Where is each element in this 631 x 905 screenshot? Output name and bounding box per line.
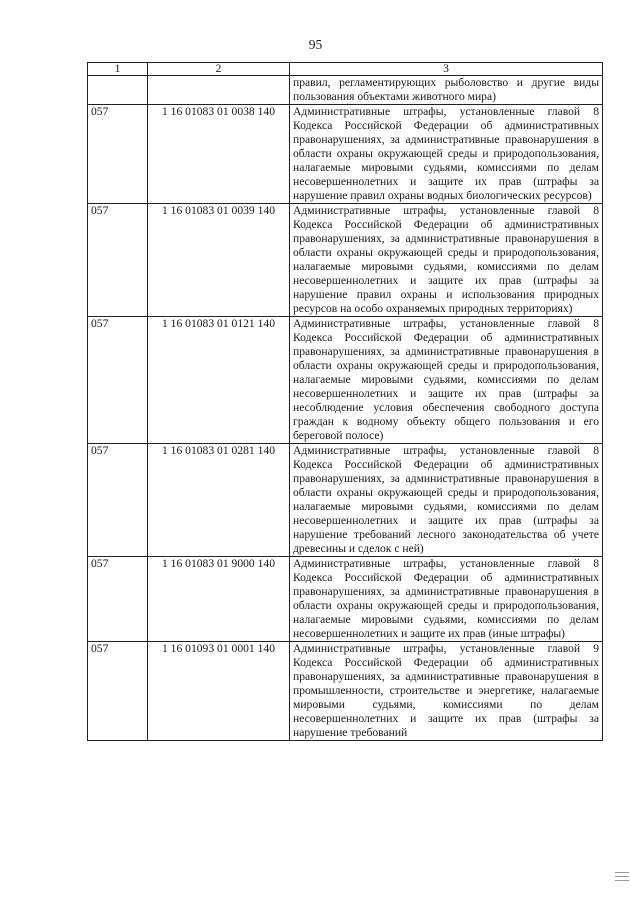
- page-number: 95: [308, 37, 323, 52]
- admin-code-cell: 057: [88, 204, 148, 317]
- admin-code-cell: 057: [88, 317, 148, 444]
- table-header-row: [88, 63, 603, 76]
- kbk-code-cell: [148, 76, 290, 105]
- kbk-code-cell: 1 16 01083 01 0121 140: [148, 317, 290, 444]
- description-cell: Административные штрафы, установленные главой 9 Кодекса Российской Федерации об административных правонарушениях, за административные правонарушения в промышленности, строительстве и энергетике, налагаемые мировыми судьями, комиссиями по делам несовершеннолетних и защите их прав (штрафы за нарушение требований: [290, 642, 603, 741]
- table-row: [88, 444, 603, 557]
- scan-edge-mark: [615, 880, 629, 881]
- kbk-code-cell: 1 16 01083 01 0281 140: [148, 444, 290, 557]
- admin-code-cell: [88, 76, 148, 105]
- column-header-2: 2: [148, 63, 290, 76]
- admin-code-cell: 057: [88, 557, 148, 642]
- kbk-code-cell: 1 16 01083 01 0038 140: [148, 105, 290, 204]
- table-row: [88, 642, 603, 741]
- column-header-1: 1: [88, 63, 148, 76]
- description-cell: Административные штрафы, установленные главой 8 Кодекса Российской Федерации об административных правонарушениях, за административные правонарушения в области охраны окружающей среды и природопользования, налагаемые мировыми судьями, комиссиями по делам несовершеннолетних и защите их прав (иные штрафы): [290, 557, 603, 642]
- description-cell: Административные штрафы, установленные главой 8 Кодекса Российской Федерации об административных правонарушениях, за административные правонарушения в области охраны окружающей среды и природопользования, налагаемые мировыми судьями, комиссиями по делам несовершеннолетних и защите их прав (штрафы за нарушение правил охраны и использования природных ресурсов на особо охраняемых природных территориях): [290, 204, 603, 317]
- kbk-code-cell: 1 16 01083 01 0039 140: [148, 204, 290, 317]
- scan-edge-mark: [615, 872, 629, 873]
- table-row: [88, 204, 603, 317]
- scan-edge-mark: [615, 876, 629, 877]
- column-header-3: 3: [290, 63, 603, 76]
- admin-code-cell: 057: [88, 105, 148, 204]
- admin-code-cell: 057: [88, 642, 148, 741]
- table-row: [88, 76, 603, 105]
- description-cell: Административные штрафы, установленные главой 8 Кодекса Российской Федерации об административных правонарушениях, за административные правонарушения в области охраны окружающей среды и природопользования, налагаемые мировыми судьями, комиссиями по делам несовершеннолетних и защите их прав (штрафы за нарушение требований лесного законодательства об учете древесины и сделок с ней): [290, 444, 603, 557]
- description-cell: правил, регламентирующих рыболовство и другие виды пользования объектами животного мира): [290, 76, 603, 105]
- admin-code-cell: 057: [88, 444, 148, 557]
- description-cell: Административные штрафы, установленные главой 8 Кодекса Российской Федерации об административных правонарушениях, за административные правонарушения в области охраны окружающей среды и природопользования, налагаемые мировыми судьями, комиссиями по делам несовершеннолетних и защите их прав (штрафы за несоблюдение условия обеспечения свободного доступа граждан к водному объекту общего пользования и его береговой полосе): [290, 317, 603, 444]
- kbk-code-cell: 1 16 01093 01 0001 140: [148, 642, 290, 741]
- table-row: [88, 317, 603, 444]
- description-cell: Административные штрафы, установленные главой 8 Кодекса Российской Федерации об административных правонарушениях, за административные правонарушения в области охраны окружающей среды и природопользования, налагаемые мировыми судьями, комиссиями по делам несовершеннолетних и защите их прав (штрафы за нарушение правил охраны водных биологических ресурсов): [290, 105, 603, 204]
- budget-classification-table: [87, 62, 603, 741]
- table-row: [88, 105, 603, 204]
- table-row: [88, 557, 603, 642]
- kbk-code-cell: 1 16 01083 01 9000 140: [148, 557, 290, 642]
